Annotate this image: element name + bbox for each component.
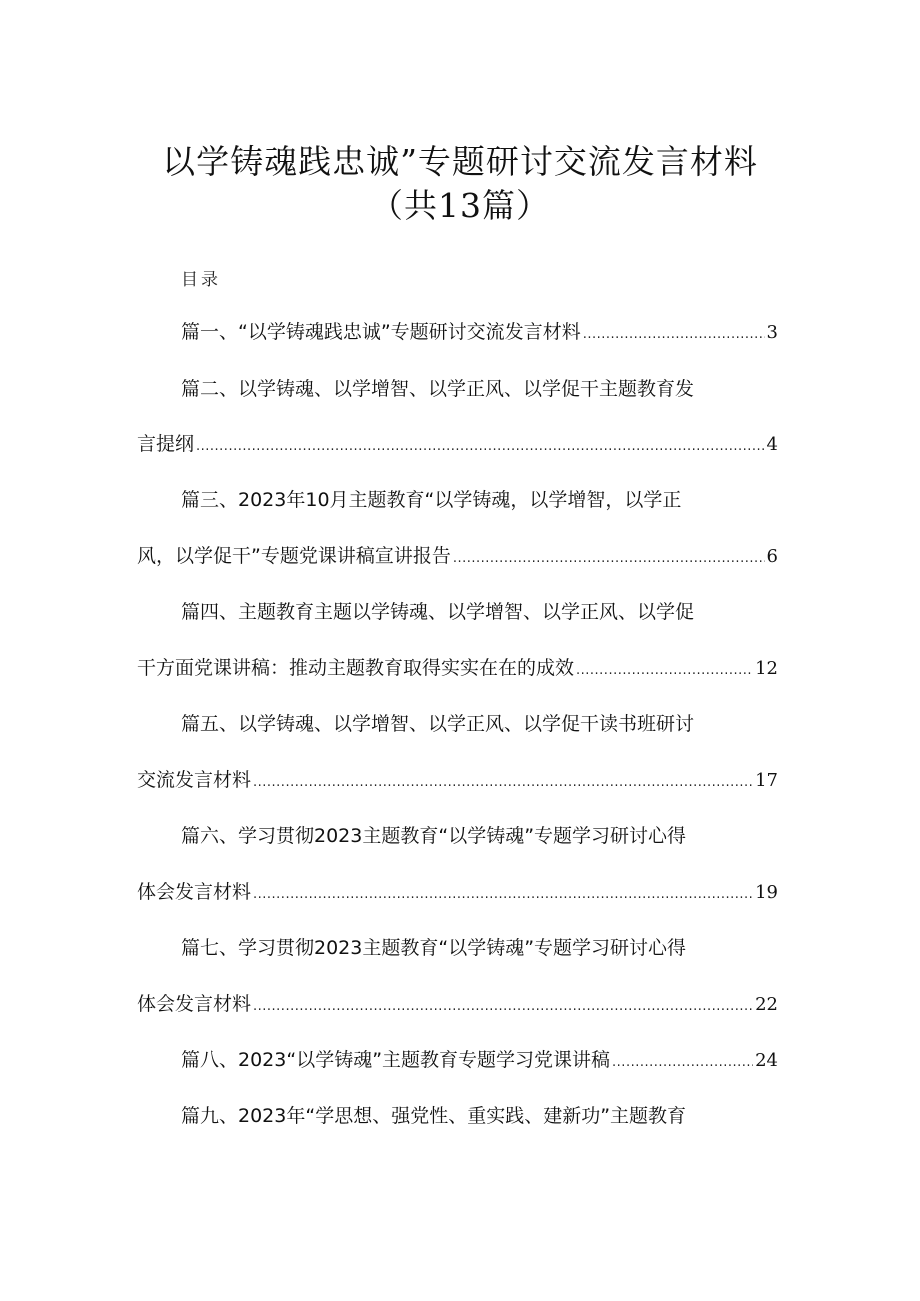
toc-entry-8-page: 24	[755, 1050, 778, 1071]
toc-entry-8[interactable]	[181, 1047, 778, 1073]
toc-entry-2[interactable]	[137, 431, 778, 457]
toc-entry-7-line1[interactable]: 篇七、学习贯彻2023主题教育“以学铸魂”专题学习研讨心得	[181, 937, 687, 959]
toc-leader-dots	[196, 434, 765, 460]
toc-entry-9-line1[interactable]: 篇九、2023年“学思想、强党性、重实践、建新功”主题教育	[181, 1105, 687, 1127]
toc-entry-6-line1[interactable]: 篇六、学习贯彻2023主题教育“以学铸魂”专题学习研讨心得	[181, 825, 687, 847]
toc-entry-6[interactable]	[137, 879, 778, 905]
document-title: 以学铸魂践忠诚”专题研讨交流发言材料	[162, 142, 758, 181]
toc-entry-5-line1[interactable]: 篇五、以学铸魂、以学增智、以学正风、以学促干读书班研讨	[181, 713, 695, 735]
toc-entry-4-page: 12	[755, 658, 778, 679]
document-subtitle: （共13篇）	[370, 186, 550, 225]
toc-leader-dots	[576, 658, 753, 684]
toc-entry-6-page: 19	[755, 882, 778, 903]
toc-entry-1-title: 篇一、“以学铸魂践忠诚”专题研讨交流发言材料	[181, 321, 581, 343]
toc-entry-2-title-cont: 言提纲	[137, 433, 195, 455]
toc-entry-3-line1[interactable]: 篇三、2023年10月主题教育“以学铸魂，以学增智，以学正	[181, 489, 682, 511]
toc-leader-dots	[612, 1050, 753, 1076]
toc-entry-4-title-cont: 干方面党课讲稿：推动主题教育取得实实在在的成效	[137, 657, 575, 679]
toc-leader-dots	[453, 546, 765, 572]
toc-entry-5-title-cont: 交流发言材料	[137, 769, 252, 791]
toc-entry-6-title-cont: 体会发言材料	[137, 881, 252, 903]
toc-entry-4-line1[interactable]: 篇四、主题教育主题以学铸魂、以学增智、以学正风、以学促	[181, 601, 695, 623]
toc-entry-4[interactable]	[137, 655, 778, 681]
toc-entry-3-page: 6	[766, 546, 778, 567]
toc-entry-1-page: 3	[766, 322, 778, 343]
toc-leader-dots	[253, 882, 753, 908]
toc-entry-2-line1[interactable]: 篇二、以学铸魂、以学增智、以学正风、以学促干主题教育发	[181, 378, 695, 400]
toc-leader-dots	[253, 770, 753, 796]
toc-entry-7[interactable]	[137, 991, 778, 1017]
toc-entry-2-page: 4	[766, 434, 778, 455]
toc-heading: 目录	[181, 270, 221, 290]
toc-entry-7-title-cont: 体会发言材料	[137, 993, 252, 1015]
toc-entry-5-page: 17	[755, 770, 778, 791]
toc-entry-1[interactable]	[181, 319, 778, 345]
toc-entry-7-page: 22	[755, 994, 778, 1015]
toc-leader-dots	[583, 322, 765, 348]
toc-entry-3-title-cont: 风，以学促干”专题党课讲稿宣讲报告	[137, 545, 451, 567]
toc-entry-5[interactable]	[137, 767, 778, 793]
toc-leader-dots	[253, 994, 753, 1020]
toc-entry-3[interactable]	[137, 543, 778, 569]
toc-entry-8-title: 篇八、2023“以学铸魂”主题教育专题学习党课讲稿	[181, 1049, 611, 1071]
